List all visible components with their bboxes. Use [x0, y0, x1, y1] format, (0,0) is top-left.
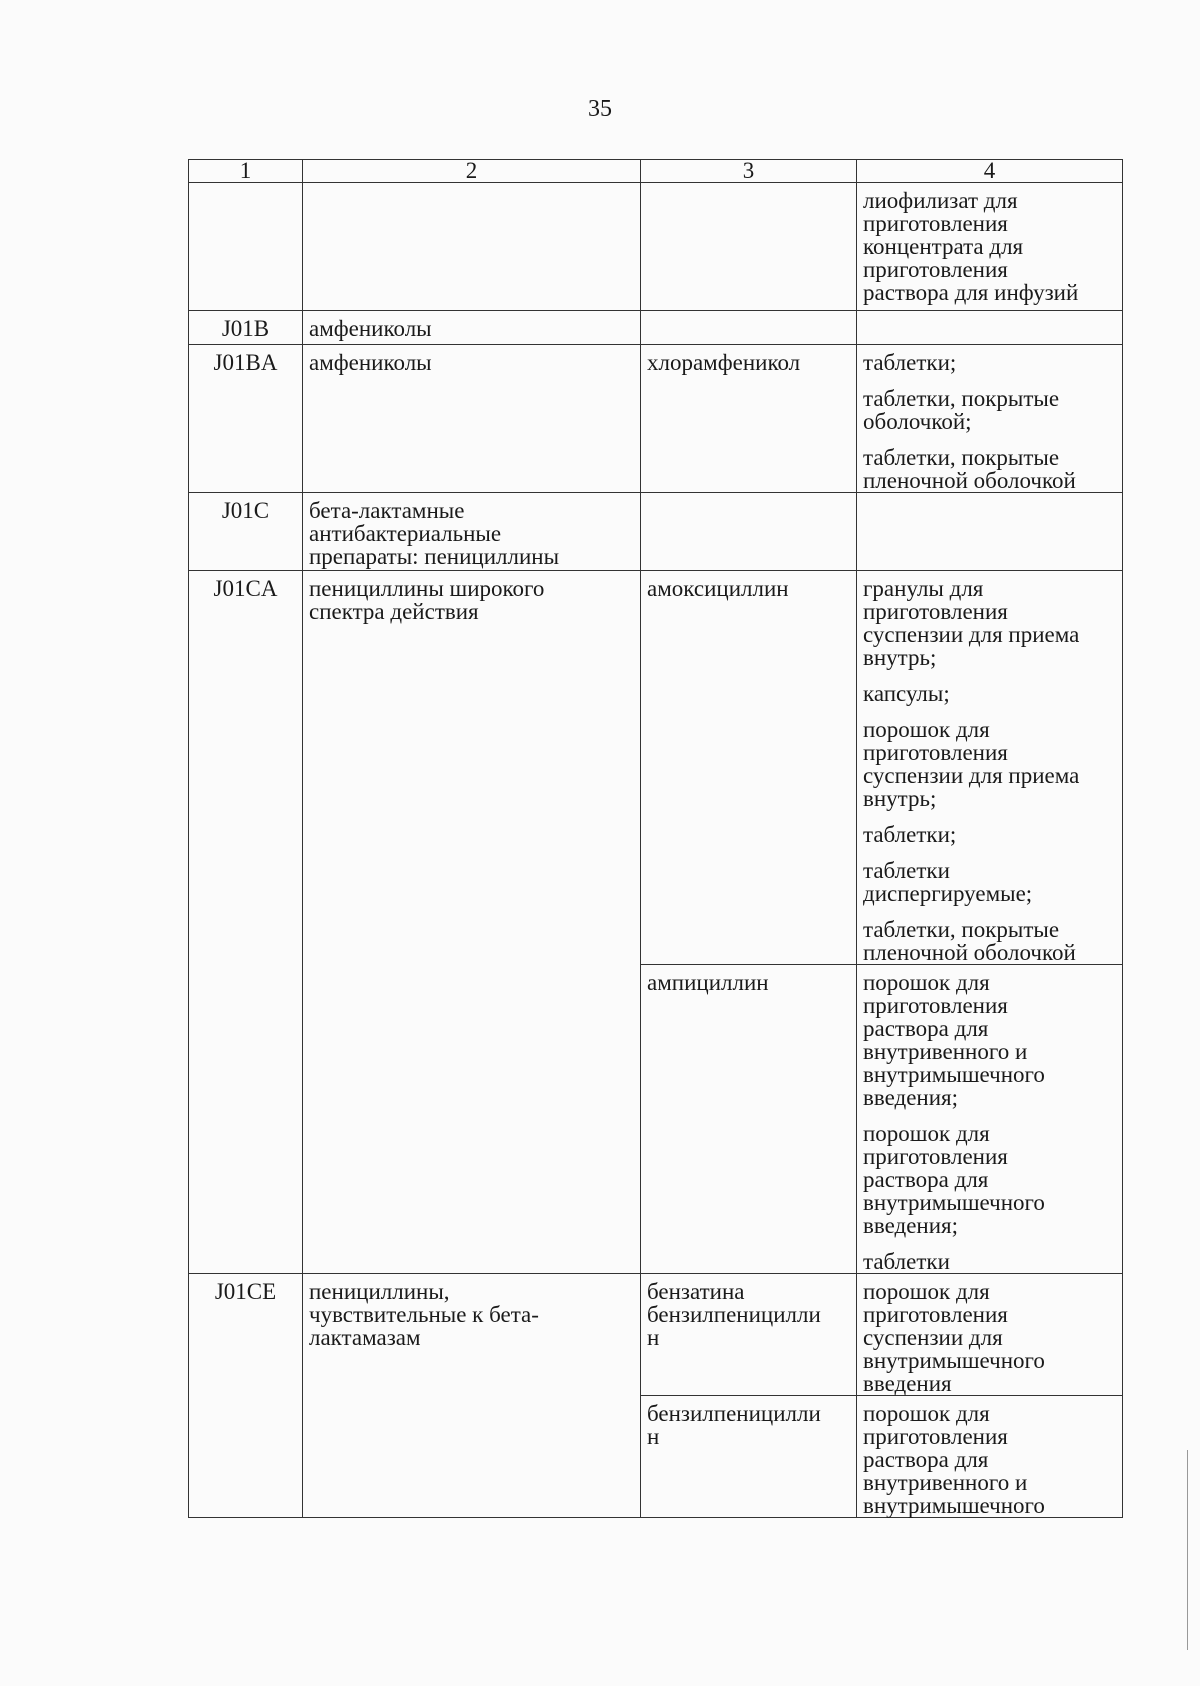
dosage-form-item: таблетки [863, 1249, 950, 1274]
group-name-text: бета-лактамные антибактериальные препараты: пенициллины [309, 498, 560, 569]
group-name-cell [303, 311, 641, 345]
dosage-forms-cell [857, 571, 1123, 965]
dosage-form-item: таблетки, покрытые пленочной оболочкой [863, 445, 1076, 493]
group-name-text: амфениколы [309, 350, 432, 375]
dosage-form-item: порошок для приготовления раствора для внутримышечного введения; [863, 1121, 1045, 1238]
drug-name-text: ампициллин [647, 970, 769, 995]
dosage-form-item: таблетки, покрытые пленочной оболочкой [863, 917, 1076, 965]
dosage-form-item: порошок для приготовления суспензии для внутримышечного введения [863, 1279, 1045, 1396]
drug-name-cell [641, 493, 857, 571]
header-row [189, 160, 1123, 183]
atc-code-cell: J01BA [189, 345, 303, 493]
atc-code-cell: J01CE [189, 1274, 303, 1518]
drug-name-cell [641, 345, 857, 493]
dosage-form-item: гранулы для приготовления суспензии для приема внутрь; [863, 576, 1080, 670]
atc-code-cell: J01C [189, 493, 303, 571]
drug-name-text: бензатина бензилпеницилли н [647, 1279, 821, 1350]
drug-table [188, 159, 1123, 1518]
table-body [189, 183, 1123, 1518]
scan-edge-mark [1187, 1450, 1188, 1650]
group-name-text: амфениколы [309, 316, 432, 341]
drug-name-cell [641, 1274, 857, 1396]
atc-code-cell: J01CA [189, 571, 303, 1274]
column-header-1: 1 [189, 160, 303, 183]
table-row [189, 311, 1123, 345]
dosage-form-item: порошок для приготовления суспензии для приема внутрь; [863, 717, 1080, 811]
column-header-2: 2 [303, 160, 641, 183]
group-name-cell [303, 183, 641, 311]
table-row [189, 493, 1123, 571]
table-row [189, 183, 1123, 311]
drug-name-cell [641, 1396, 857, 1518]
dosage-forms-cell [857, 183, 1123, 311]
drug-name-text: хлорамфеникол [647, 350, 801, 375]
dosage-form-item: порошок для приготовления раствора для внутривенного и внутримышечного [863, 1401, 1045, 1518]
drug-name-cell [641, 965, 857, 1274]
dosage-forms-cell [857, 1396, 1123, 1518]
atc-code-cell [189, 183, 303, 311]
column-header-3: 3 [641, 160, 857, 183]
drug-name-text: бензилпеницилли н [647, 1401, 821, 1449]
table-row [189, 345, 1123, 493]
group-name-text: пенициллины, чувствительные к бета- лактамазам [309, 1279, 539, 1350]
group-name-text: пенициллины широкого спектра действия [309, 576, 545, 624]
group-name-cell [303, 493, 641, 571]
drug-name-text: амоксициллин [647, 576, 789, 601]
dosage-form-item: таблетки; [863, 822, 957, 847]
dosage-forms-cell [857, 965, 1123, 1274]
dosage-forms-cell [857, 1274, 1123, 1396]
drug-name-cell [641, 311, 857, 345]
dosage-forms-cell [857, 345, 1123, 493]
dosage-form-item: капсулы; [863, 681, 950, 706]
dosage-form-item: порошок для приготовления раствора для внутривенного и внутримышечного введения; [863, 970, 1045, 1110]
dosage-forms-cell [857, 493, 1123, 571]
group-name-cell [303, 571, 641, 1274]
group-name-cell [303, 1274, 641, 1518]
dosage-form-item: лиофилизат для приготовления концентрата для приготовления раствора для инфузий [863, 188, 1079, 305]
table-row [189, 1274, 1123, 1396]
dosage-forms-cell [857, 311, 1123, 345]
atc-code-cell: J01B [189, 311, 303, 345]
drug-name-cell [641, 183, 857, 311]
dosage-form-item: таблетки диспергируемые; [863, 858, 1033, 906]
dosage-form-item: таблетки, покрытые оболочкой; [863, 386, 1060, 434]
column-header-4: 4 [857, 160, 1123, 183]
group-name-cell [303, 345, 641, 493]
dosage-form-item: таблетки; [863, 350, 957, 375]
table-row [189, 571, 1123, 965]
drug-name-cell [641, 571, 857, 965]
page-number: 35 [588, 96, 612, 122]
